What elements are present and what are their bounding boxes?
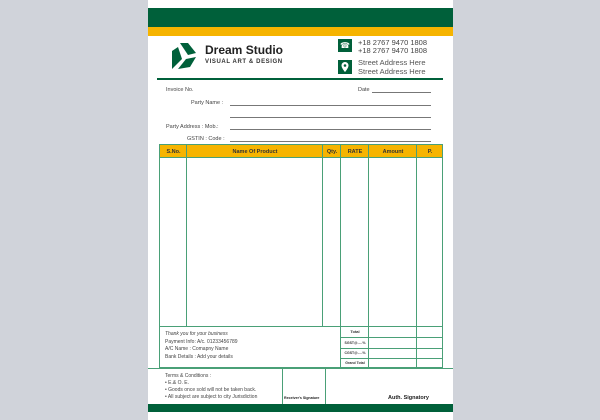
col-sno: S.No. [166, 148, 181, 155]
row-divider [340, 358, 442, 359]
date-field[interactable] [372, 92, 431, 93]
col-divider [416, 145, 417, 369]
total-label: Total [350, 329, 360, 334]
invoice-no-label: Invoice No. [166, 87, 194, 93]
grand-total-label: Grand Total [345, 361, 365, 365]
ac-name: A/C Name : Comapny Name [165, 346, 229, 352]
company-tagline: VISUAL ART & DESIGN [205, 59, 283, 65]
row-divider [340, 348, 442, 349]
footer-divider [148, 368, 453, 369]
phone-1: +18 2767 9470 1808 [358, 38, 428, 47]
gstin-field[interactable] [230, 141, 431, 142]
terms-title: Terms & Conditions : [165, 373, 212, 379]
party-address-field[interactable] [230, 129, 431, 130]
phone-2: +18 2767 9470 1808 [358, 46, 428, 55]
col-divider [368, 145, 369, 369]
col-amount: Amount [382, 148, 404, 155]
footer-divider [282, 368, 283, 404]
term-text: All subject are subject to city Jurisdiction [167, 394, 258, 400]
bank-details: Bank Details : Add your details [165, 354, 233, 360]
header-band [148, 8, 453, 27]
thanks-text: Thank you for your business [165, 331, 228, 337]
term-item: • Goods once sold will not be taken back. [165, 387, 257, 393]
party-name-label: Party Name : [191, 100, 224, 106]
party-name-field[interactable] [230, 105, 431, 106]
party-address-label: Party Address : Mob.: [166, 124, 219, 130]
term-item: • All subject are subject to city Jurisdiction [165, 394, 258, 400]
col-divider [340, 145, 341, 369]
sgst-label: SGST@.....% [344, 341, 366, 345]
date-label: Date [358, 87, 370, 93]
col-product: Name Of Product [232, 148, 278, 155]
col-qty: Qty. [326, 148, 338, 155]
col-rate: RATE [347, 148, 363, 155]
col-p: P. [427, 148, 433, 155]
payment-info: Payment Info: A/c. 01233456789 [165, 339, 238, 345]
location-pin-icon [338, 60, 352, 74]
phone-icon: ☎ [338, 39, 352, 52]
row-divider [340, 337, 442, 338]
header-stripe [148, 27, 453, 36]
party-name-field-2[interactable] [230, 117, 431, 118]
footer-divider [325, 368, 326, 404]
header-divider [157, 78, 443, 80]
footer-band [148, 404, 453, 412]
company-name: Dream Studio [205, 43, 284, 57]
term-text: Goods once sold will not be taken back. [168, 387, 257, 393]
cgst-label: CGST@.....% [344, 351, 366, 355]
gstin-label: GSTIN : Code : [187, 136, 225, 142]
auth-signatory-label: Auth. Signatory [388, 395, 429, 401]
col-divider [186, 145, 187, 327]
invoice-page [148, 0, 453, 420]
receiver-signature-label: Receiver's Signature [284, 396, 320, 400]
term-text: E.& O. E. [168, 380, 189, 386]
row-divider [160, 326, 442, 327]
term-item: • E.& O. E. [165, 380, 189, 386]
logo-icon [168, 41, 198, 71]
address-line-1: Street Address Here [358, 58, 426, 67]
address-line-2: Street Address Here [358, 67, 426, 76]
col-divider [322, 145, 323, 327]
